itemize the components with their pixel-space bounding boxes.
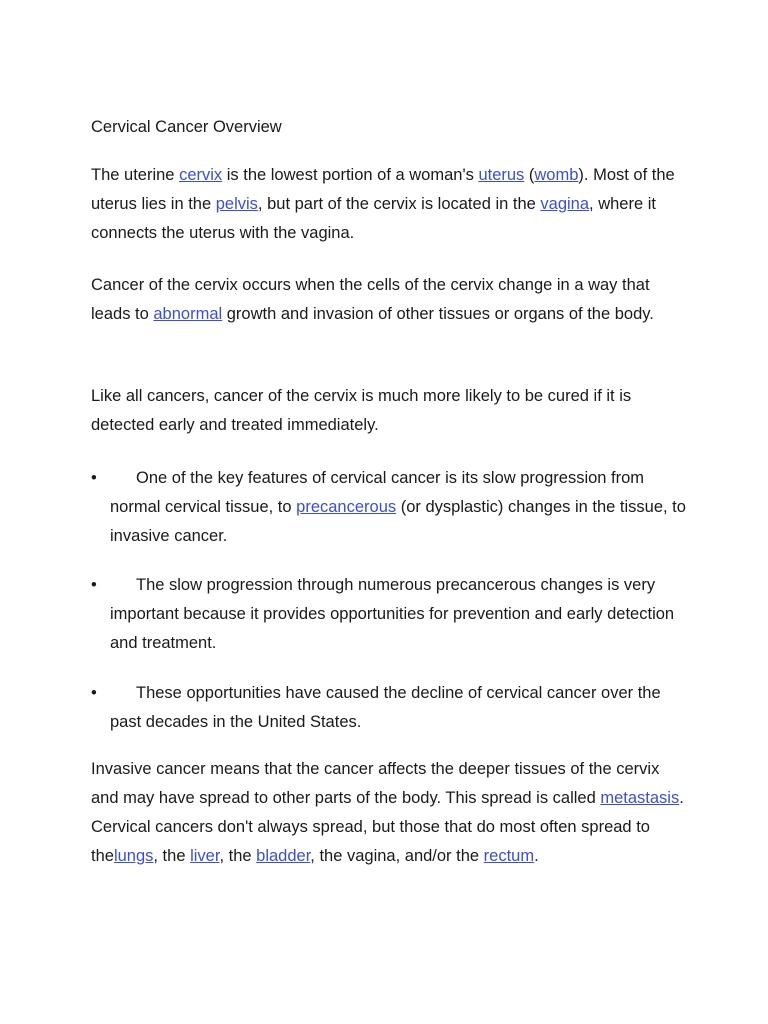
- bullet-icon: •: [91, 576, 97, 594]
- paragraph-cancer-definition: [91, 271, 691, 329]
- list-item: [91, 464, 691, 551]
- text: (: [524, 166, 535, 184]
- list-item: [91, 679, 691, 737]
- text: The uterine: [91, 166, 180, 184]
- text: , the vagina, and/or the: [310, 847, 484, 865]
- paragraph-invasive-cancer: [91, 755, 691, 871]
- link-abnormal[interactable]: abnormal: [153, 305, 223, 323]
- link-womb[interactable]: womb: [534, 166, 579, 184]
- text: , the: [219, 847, 257, 865]
- text: , the: [153, 847, 191, 865]
- text: (or dysplastic) changes in the tissue, to invasive cancer.: [110, 498, 686, 545]
- text: .: [534, 847, 539, 865]
- list-item: [91, 571, 691, 658]
- link-rectum[interactable]: rectum: [483, 847, 535, 865]
- link-vagina[interactable]: vagina: [540, 195, 590, 213]
- text: growth and invasion of other tissues or organs of the body.: [222, 305, 654, 323]
- link-bladder[interactable]: bladder: [256, 847, 311, 865]
- link-metastasis[interactable]: metastasis: [600, 789, 680, 807]
- text: ). Most of the uterus lies in the: [91, 166, 675, 213]
- link-liver[interactable]: liver: [190, 847, 220, 865]
- text: Like all cancers, cancer of the cervix is much more likely to be cured if it is detected early and treated immediately.: [91, 387, 632, 434]
- text: Invasive cancer means that the cancer affects the deeper tissues of the cervix and may have spread to other parts of the body. This spread is called: [91, 760, 660, 807]
- list-item-text: [110, 464, 691, 551]
- page-title: Cervical Cancer Overview: [91, 118, 282, 136]
- link-cervix[interactable]: cervix: [179, 166, 223, 184]
- paragraph-early-detection: [91, 382, 691, 440]
- text: . Cervical cancers don't always spread, but those that do most often spread to the: [91, 789, 684, 865]
- link-pelvis[interactable]: pelvis: [215, 195, 258, 213]
- bullet-icon: •: [91, 469, 97, 487]
- bullet-icon: •: [91, 684, 97, 702]
- paragraph-cervix-intro: [91, 161, 691, 248]
- text: , where it connects the uterus with the vagina.: [91, 195, 656, 242]
- text: One of the key features of cervical cancer is its slow progression from normal cervical tissue, to: [110, 469, 645, 516]
- link-uterus[interactable]: uterus: [478, 166, 525, 184]
- link-precancerous[interactable]: precancerous: [296, 498, 397, 516]
- link-lungs[interactable]: lungs: [113, 847, 154, 865]
- text: is the lowest portion of a woman's: [222, 166, 479, 184]
- text: Cancer of the cervix occurs when the cells of the cervix change in a way that leads to: [91, 276, 650, 323]
- list-item-text: These opportunities have caused the decline of cervical cancer over the past decades in the United States.: [110, 684, 661, 731]
- text: , but part of the cervix is located in the: [257, 195, 541, 213]
- list-item-text: The slow progression through numerous precancerous changes is very important because it provides opportunities for prevention and early detection and treatment.: [110, 576, 675, 652]
